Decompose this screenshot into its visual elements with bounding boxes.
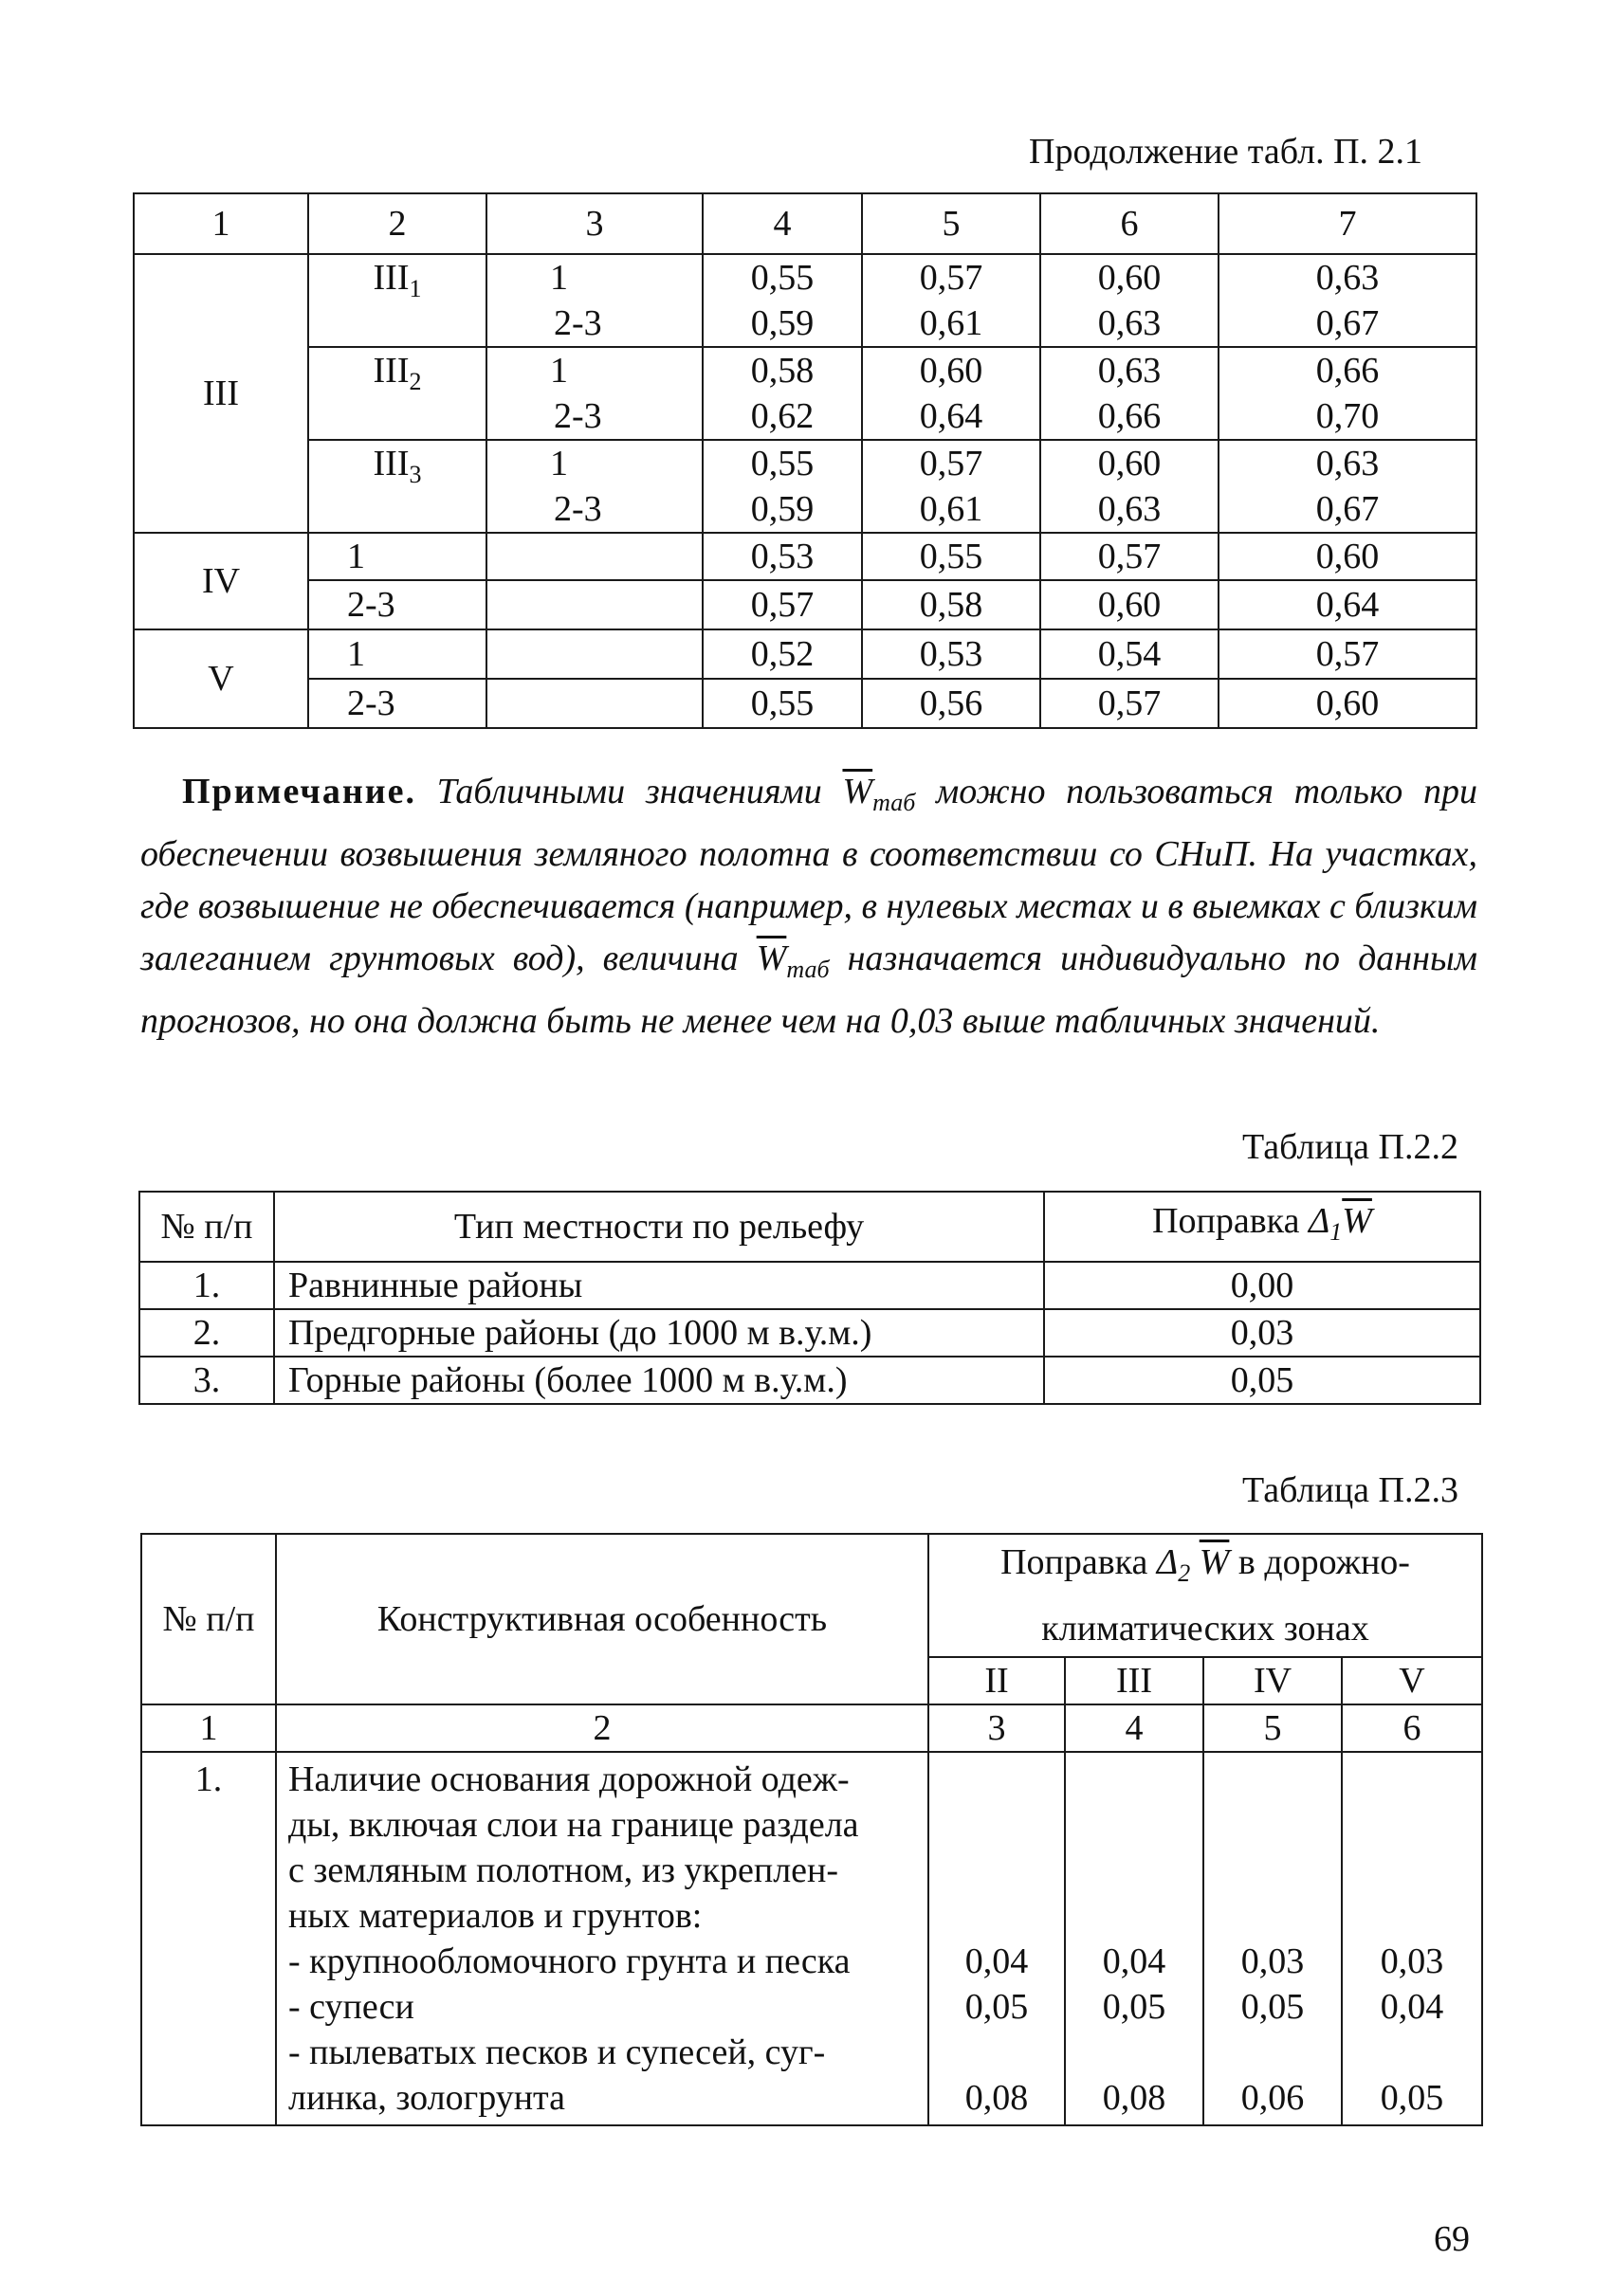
table2-header-type: Тип местности по рельефу xyxy=(274,1192,1044,1262)
value-cell: 0,60 0,64 xyxy=(862,347,1040,440)
correction-values-zone-iv: 0,03 0,05 0,06 xyxy=(1203,1752,1342,2125)
column-number: 2 xyxy=(276,1704,928,1752)
value-cell: 0,55 0,59 xyxy=(703,440,862,533)
value-cell: 0,58 0,62 xyxy=(703,347,862,440)
value-cell: 0,60 xyxy=(1219,533,1476,580)
value-cell: 0,60 0,63 xyxy=(1040,440,1219,533)
value-cell: 0,57 0,61 xyxy=(862,440,1040,533)
table1-header-6: 6 xyxy=(1040,193,1219,254)
subzone-cell: $III_1$ xyxy=(308,254,486,347)
row-num: 1. xyxy=(139,1262,274,1309)
empty-cell xyxy=(486,533,703,580)
zone-cell-iii: III xyxy=(134,254,308,533)
table1-header-5: 5 xyxy=(862,193,1040,254)
moisture-cell: 2-3 xyxy=(308,679,486,728)
note-text-3: назначается индивидуально по данным прогнозов, но она должна быть не менее чем на 0,03 выше табличных значений. xyxy=(140,938,1477,1041)
terrain-type: Предгорные районы (до 1000 м в.у.м.) xyxy=(274,1309,1044,1357)
value-cell: 0,53 xyxy=(703,533,862,580)
row-num: 3. xyxy=(139,1357,274,1404)
terrain-type: Горные районы (более 1000 м в.у.м.) xyxy=(274,1357,1044,1404)
correction-value: 0,03 xyxy=(1044,1309,1480,1357)
terrain-type: Равнинные районы xyxy=(274,1262,1044,1309)
value-cell: 0,57 xyxy=(703,580,862,629)
table3-caption: Таблица П.2.3 xyxy=(1242,1470,1458,1510)
value-cell: 0,55 xyxy=(703,679,862,728)
value-cell: 0,63 0,67 xyxy=(1219,440,1476,533)
zone-header: III xyxy=(1065,1657,1203,1704)
table2-caption: Таблица П.2.2 xyxy=(1242,1127,1458,1167)
zone-header: II xyxy=(928,1657,1065,1704)
empty-cell xyxy=(486,580,703,629)
column-number: 4 xyxy=(1065,1704,1203,1752)
table3-header-feature: Конструктивная особенность xyxy=(276,1534,928,1704)
table-row xyxy=(134,440,1476,533)
value-cell: 0,66 0,70 xyxy=(1219,347,1476,440)
correction-values-zone-v: 0,03 0,04 0,05 xyxy=(1342,1752,1482,2125)
note-paragraph xyxy=(140,766,1477,1048)
table1-header-3: 3 xyxy=(486,193,703,254)
subzone-cell: $III_2$ xyxy=(308,347,486,440)
zone-header: IV xyxy=(1203,1657,1342,1704)
correction-values-zone-iii: 0,04 0,05 0,08 xyxy=(1065,1752,1203,2125)
table2 xyxy=(138,1191,1481,1405)
value-cell: 0,60 0,63 xyxy=(1040,254,1219,347)
value-cell: 0,64 xyxy=(1219,580,1476,629)
subzone-cell: $III_3$ xyxy=(308,440,486,533)
table1-header-7: 7 xyxy=(1219,193,1476,254)
column-number: 6 xyxy=(1342,1704,1482,1752)
zone-cell-v: V xyxy=(134,629,308,728)
table3-header-correction: Поправка $\Delta_2$ $\overline{W}$ в дорожно- климатических зонах xyxy=(928,1534,1482,1657)
table3-header-row xyxy=(141,1534,1482,1657)
empty-cell xyxy=(486,679,703,728)
note-label: Примечание. xyxy=(182,772,416,811)
correction-values-zone-ii: 0,04 0,05 0,08 xyxy=(928,1752,1065,2125)
w-symbol: $\overline{W}_{таб}$ xyxy=(756,938,830,983)
note-text-2: можно пользоваться только при обеспечении возвышения земляного полотна в соответствии со СНиП. На участках, где возвышение не обеспечивается (например, в нулевых местах и в выемках с близким залеганием грунтовых вод), величина xyxy=(140,772,1477,978)
value-cell: 0,57 xyxy=(1040,679,1219,728)
correction-value: 0,00 xyxy=(1044,1262,1480,1309)
empty-cell xyxy=(486,629,703,679)
moisture-cell: 1 2-3 xyxy=(486,440,703,533)
table-row xyxy=(141,1752,1482,2125)
value-cell: 0,63 0,66 xyxy=(1040,347,1219,440)
table-row xyxy=(139,1309,1480,1357)
value-cell: 0,60 xyxy=(1219,679,1476,728)
table2-header-num: № п/п xyxy=(139,1192,274,1262)
table2-header-correction: Поправка $\Delta_1\overline{W}$ xyxy=(1044,1192,1480,1262)
table-row xyxy=(134,679,1476,728)
column-number: 5 xyxy=(1203,1704,1342,1752)
value-cell: 0,60 xyxy=(1040,580,1219,629)
table1-header-2: 2 xyxy=(308,193,486,254)
value-cell: 0,57 0,61 xyxy=(862,254,1040,347)
value-cell: 0,57 xyxy=(1219,629,1476,679)
table-row xyxy=(139,1357,1480,1404)
value-cell: 0,63 0,67 xyxy=(1219,254,1476,347)
value-cell: 0,53 xyxy=(862,629,1040,679)
table1 xyxy=(133,192,1477,729)
table-row xyxy=(134,347,1476,440)
correction-value: 0,05 xyxy=(1044,1357,1480,1404)
table1-header-row xyxy=(134,193,1476,254)
value-cell: 0,57 xyxy=(1040,533,1219,580)
column-number: 1 xyxy=(141,1704,276,1752)
row-num: 1. xyxy=(141,1752,276,2125)
table1-header-1: 1 xyxy=(134,193,308,254)
column-number: 3 xyxy=(928,1704,1065,1752)
value-cell: 0,52 xyxy=(703,629,862,679)
zone-cell-iv: IV xyxy=(134,533,308,629)
zone-header: V xyxy=(1342,1657,1482,1704)
table-row xyxy=(134,629,1476,679)
table3-number-row xyxy=(141,1704,1482,1752)
moisture-cell: 1 xyxy=(308,629,486,679)
table2-header-row xyxy=(139,1192,1480,1262)
value-cell: 0,54 xyxy=(1040,629,1219,679)
table3 xyxy=(140,1533,1483,2126)
moisture-cell: 1 xyxy=(308,533,486,580)
table-row xyxy=(134,533,1476,580)
moisture-cell: 1 2-3 xyxy=(486,254,703,347)
table-row xyxy=(139,1262,1480,1309)
table1-header-4: 4 xyxy=(703,193,862,254)
row-num: 2. xyxy=(139,1309,274,1357)
table-row xyxy=(134,580,1476,629)
value-cell: 0,56 xyxy=(862,679,1040,728)
table3-header-num: № п/п xyxy=(141,1534,276,1704)
moisture-cell: 2-3 xyxy=(308,580,486,629)
value-cell: 0,58 xyxy=(862,580,1040,629)
table1-caption: Продолжение табл. П. 2.1 xyxy=(1029,132,1423,172)
feature-description: Наличие основания дорожной одеж- ды, включая слои на границе раздела с земляным полотном, из укреплен- ных материалов и грунтов: - крупнообломочного грунта и песка - супеси - пылеватых песков и супесей, суг- линка, зологрунта xyxy=(276,1752,928,2125)
moisture-cell: 1 2-3 xyxy=(486,347,703,440)
value-cell: 0,55 0,59 xyxy=(703,254,862,347)
value-cell: 0,55 xyxy=(862,533,1040,580)
table-row xyxy=(134,254,1476,347)
note-text-1: Табличными значениями xyxy=(415,772,843,811)
w-symbol: $\overline{W}_{таб}$ xyxy=(842,772,916,816)
page-number: 69 xyxy=(1434,2219,1470,2259)
